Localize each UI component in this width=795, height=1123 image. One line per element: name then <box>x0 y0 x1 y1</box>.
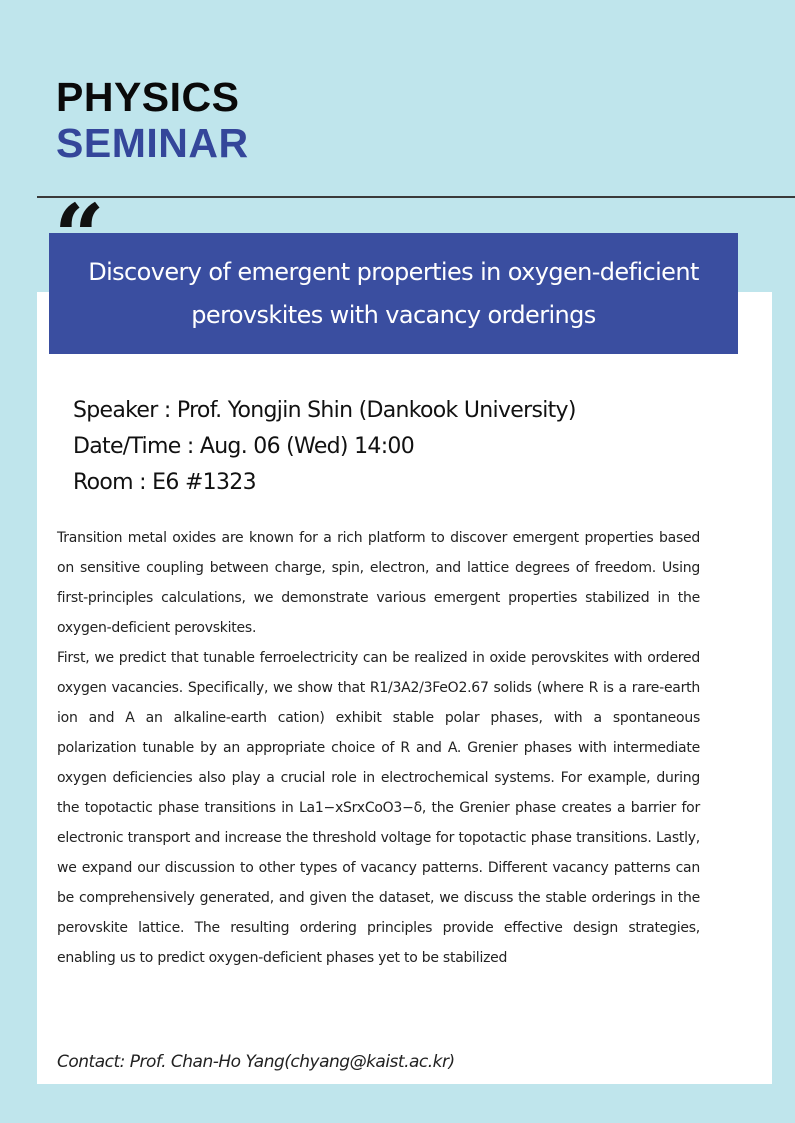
datetime-label: Date/Time : <box>73 434 200 459</box>
room-value: E6 #1323 <box>152 470 256 495</box>
abstract <box>57 523 700 973</box>
contact-info: Contact: Prof. Chan-Ho Yang(chyang@kaist.ac.kr) <box>57 1052 455 1072</box>
room-label: Room : <box>73 470 153 495</box>
speaker-label: Speaker : <box>73 398 177 423</box>
header-seminar: SEMINAR <box>56 120 249 166</box>
datetime-value: Aug. 06 (Wed) 14:00 <box>199 434 414 459</box>
speaker-line <box>73 393 576 429</box>
header-divider <box>37 196 795 198</box>
room-line <box>73 465 576 501</box>
datetime-line <box>73 429 576 465</box>
abstract-paragraph-2: First, we predict that tunable ferroelectricity can be realized in oxide perovskites with ordered oxygen vacancies. Specifically, we show that R1/3A2/3FeO2.67 solids (where R is a rare-earth ion and A an alkaline-earth cation) exhibit stable polar phases, with a spontaneous polarization tunable by an appropriate choice of R and A. Grenier phases with intermediate oxygen deficiencies also play a crucial role in electrochemical systems. For example, during the topotactic phase transitions in La1−xSrxCoO3−δ, the Grenier phase creates a barrier for electronic transport and increase the threshold voltage for topotactic phase transitions. Lastly, we expand our discussion to other types of vacancy patterns. Different vacancy patterns can be comprehensively generated, and given the dataset, we discuss the stable orderings in the perovskite lattice. The resulting ordering principles provide effective design strategies, enabling us to predict oxygen-deficient phases yet to be stabilized <box>57 650 700 966</box>
speaker-value: Prof. Yongjin Shin (Dankook University) <box>176 398 576 423</box>
abstract-paragraph-1: Transition metal oxides are known for a rich platform to discover emergent properties based on sensitive coupling between charge, spin, electron, and lattice degrees of freedom. Using first-principles calculations, we demonstrate various emergent properties stabilized in the oxygen-deficient perovskites. <box>57 530 700 636</box>
quote-icon: “ <box>54 184 105 288</box>
header-physics: PHYSICS <box>56 74 240 120</box>
talk-title: Discovery of emergent properties in oxygen-deficient perovskites with vacancy orderings <box>88 257 699 329</box>
talk-title-banner <box>49 233 738 354</box>
talk-info <box>73 393 576 501</box>
seminar-header <box>56 74 249 166</box>
